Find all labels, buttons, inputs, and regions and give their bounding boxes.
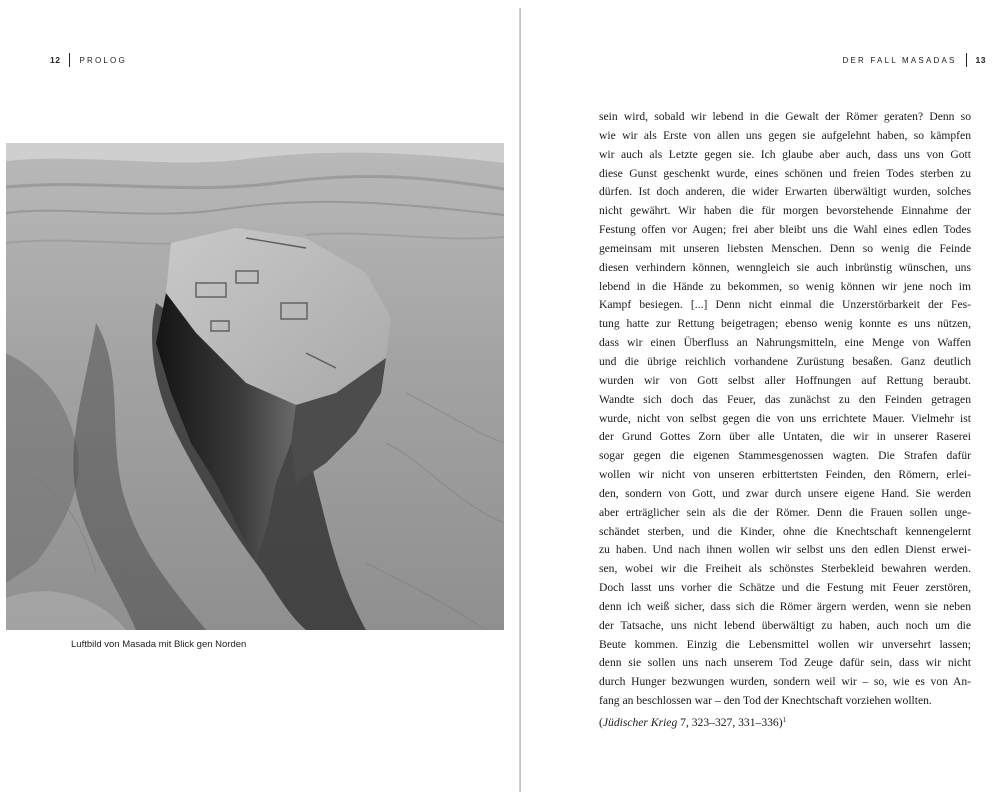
text-line: nicht gewährt. Wir haben die für morgen bevorstehende Einnahme der <box>599 204 971 218</box>
text-line: diese Gunst geschenkt wurde, eines schönen und freien Todes sterben zu <box>599 166 971 180</box>
text-line: durch Hunger bezwungen wurden, sondern weil wir – so, wie es von An- <box>599 675 971 689</box>
text-line: Beute kommen. Einzig die Lebensmittel wollen wir unversehrt lassen; <box>599 637 971 651</box>
text-line: und die übrige reichlich vorhandene Zurüstung besaßen. Ganz deutlich <box>599 354 971 368</box>
text-line: der Grund Gottes Zorn über alle Untaten, die wir in unserer Raserei <box>599 430 971 444</box>
right-running-head <box>842 54 986 66</box>
text-line: wurde, nicht von selbst gegen die von uns errichtete Mauer. Vielmehr ist <box>599 411 971 425</box>
text-line: dass wir einen Überfluss an Nahrungsmitteln, eine Menge von Waffen <box>599 336 971 350</box>
text-line: wir auch als Letzte gegen sie. Ich glaube aber auch, dass uns von Gott <box>599 147 971 161</box>
text-line: tung hatte zur Rettung beigetragen; ebenso wenig konnte es uns nützen, <box>599 317 971 331</box>
body-text <box>599 108 971 730</box>
text-line: Wandte sich doch das Feuer, das zunächst zu den Feinden getragen <box>599 392 971 406</box>
text-line: lebend in die Hände zu bekommen, so wenig können wir jene noch im <box>599 279 971 293</box>
text-line: gemeinsam mit unseren liebsten Menschen. Denn so wenig die Feinde <box>599 241 971 255</box>
source-citation: (Jüdischer Krieg 7, 323–327, 331–336)$^1$ <box>599 716 787 729</box>
text-line: sen, wobei wir die Freiheit als schönstes Sterbekleid bewahren werden. <box>599 562 971 576</box>
text-line: wurden wir von Gott selbst aller Hoffnungen auf Rettung beraubt. <box>599 373 971 387</box>
right-page <box>521 0 1000 800</box>
citation-work-title: Jüdischer Krieg <box>602 716 678 729</box>
text-line: der Tatsache, uns nicht lebend überwältigt zu haben, auch noch um die <box>599 618 971 632</box>
text-line: schändet sterben, und die Kinder, ohne die Knechtschaft kennengelernt <box>599 524 971 538</box>
left-running-title: PROLOG <box>79 55 127 65</box>
text-line: wie wir als Erste von allen uns gegen sie aufgelehnt haben, so kämpfen <box>599 128 971 142</box>
right-running-title: DER FALL MASADAS <box>842 55 957 65</box>
text-line: Kampf besiegen. [...] Denn nicht einmal die Unzerstörbarkeit der Fes- <box>599 298 971 312</box>
text-line: sein wird, sobald wir lebend in die Gewalt der Römer geraten? Denn so <box>599 110 971 123</box>
aerial-photo-masada <box>6 143 504 630</box>
left-page-number: 12 <box>50 55 61 65</box>
text-line: denn sie sollen uns nach unserem Tod Zeuge dafür sein, dass wir nicht <box>599 656 971 670</box>
text-line: dürfen. Ist doch anderen, die wider Erwarten überwältigt wurden, solches <box>599 185 971 199</box>
text-line: diesen verhindern können, wenngleich sie auch inbrünstig wünschen, uns <box>599 260 971 274</box>
text-line: sogar gegen die eigenen Stammesgenossen wagten. Die Strafen dafür <box>599 449 971 463</box>
text-line: zu haben. Und nach ihnen wollen wir selbst uns den edlen Dienst erwei- <box>599 543 971 557</box>
text-line: denn ich weiß sicher, dass sich die Römer ärgern werden, wenn sie neben <box>599 599 971 613</box>
photo-caption: Luftbild von Masada mit Blick gen Norden <box>71 639 247 650</box>
header-rule <box>966 53 967 67</box>
text-line: fang an beschlossen war – den Tod der Knechtschaft vorziehen wollten. <box>599 694 932 708</box>
header-rule <box>69 53 70 67</box>
footnote-marker: 1 <box>782 716 787 724</box>
citation-reference: 7, 323–327, 331–336) <box>677 716 783 729</box>
text-line: Doch lasst uns vorher die Schätze und die Festung mit Feuer zerstören, <box>599 581 971 595</box>
left-running-head <box>50 54 127 66</box>
text-line: wollen wir nicht von unseren erbittertsten Feinden, den Römern, erlei- <box>599 468 971 482</box>
right-page-number: 13 <box>975 55 986 65</box>
text-line: aber erträglicher sein als die der Römer. Denn die Frauen sollen unge- <box>599 505 971 519</box>
text-line: den, sondern von Gott, und zwar durch unsere eigene Hand. Sie werden <box>599 486 971 500</box>
text-line: Festung offen vor Augen; frei aber bleibt uns die Wahl eines edlen Todes <box>599 223 971 237</box>
